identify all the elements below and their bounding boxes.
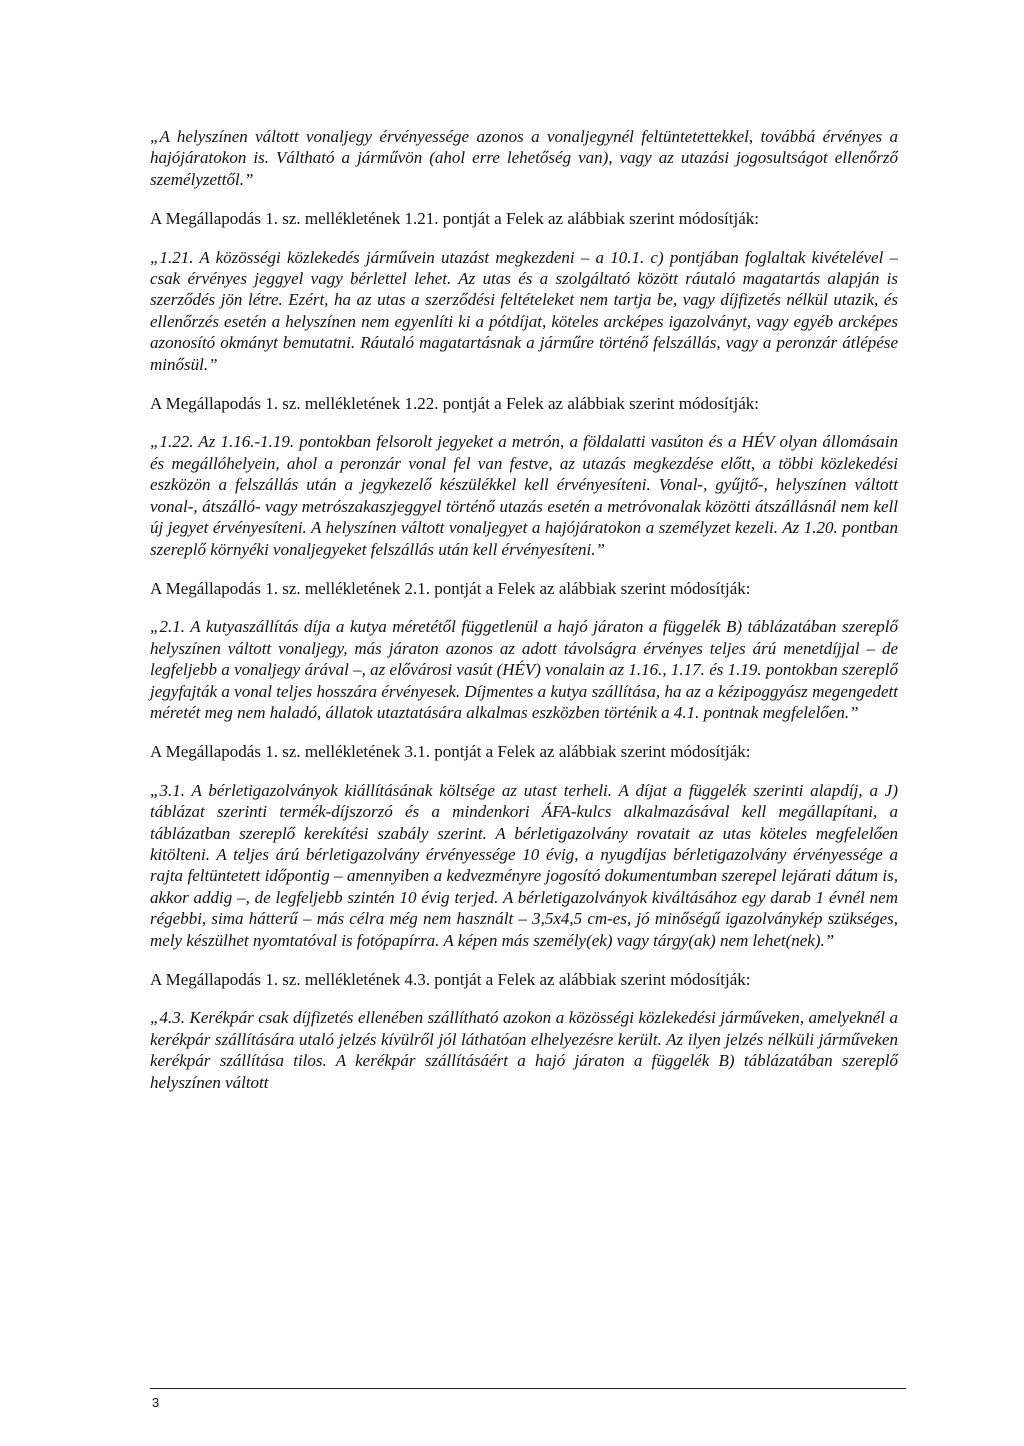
amendment-statement: A Megállapodás 1. sz. mellékletének 4.3. pontját a Felek az alábbiak szerint módosítják: xyxy=(150,970,751,989)
quoted-text-block: „1.22. Az 1.16.-1.19. pontokban felsorolt jegyeket a metrón, a földalatti vasúton és a HÉV olyan állomásain és megállóhelyein, ahol a peronzár vonal fel van festve, az utazás megkezdése előtt, a többi közlekedési eszközön a felszállás után a jegykezelő készülékkel kell érvényesíteni. Vonal-, gyűjtő-, helyszínen váltott vonal-, átszálló- vagy metrószakaszjeggyel történő utazás esetén a metróvonalak közötti átszállásnál nem kell új jegyet érvényesíteni. A helyszínen váltott vonaljegyet a hajójáratokon a személyzet kezeli. Az 1.20. pontban szereplő környéki vonaljegyeket felszállás után kell érvényesíteni.” xyxy=(150,432,898,559)
quoted-text-block: „1.21. A közösségi közlekedés járművein utazást megkezdeni – a 10.1. c) pontjában foglaltak kivételével – csak érvényes jeggyel vagy bérlettel lehet. Az utas és a szolgáltató között ráutaló magatartás alapján is szerződés jön létre. Ezért, ha az utas a szerződési feltételeket nem tartja be, vagy díjfizetés nélkül utazik, és ellenőrzés esetén a helyszínen nem egyenlíti ki a pótdíjat, köteles arcképes igazolványt, vagy egyéb arcképes azonosító okmányt bemutatni. Ráutaló magatartásnak a járműre történő felszállás, vagy a peronzár átlépése minősül.” xyxy=(150,247,898,374)
page-number: 3 xyxy=(152,1395,160,1410)
footer-divider xyxy=(150,1388,906,1389)
page-body xyxy=(150,126,898,1093)
amendment-statement: A Megállapodás 1. sz. mellékletének 1.22. pontját a Felek az alábbiak szerint módosítják: xyxy=(150,394,759,414)
amendment-statement: A Megállapodás 1. sz. mellékletének 2.1. pontját a Felek az alábbiak szerint módosítják: xyxy=(150,578,751,598)
quoted-text-block: „3.1. A bérletigazolványok kiállításának költsége az utast terheli. A díjat a függelék szerinti alapdíj, a J) táblázat szerinti termék-díjszorzó és a mindenkori ÁFA-kulcs alkalmazásával kell megállapítani, a táblázatban szereplő kerekítési szabály szerint. A bérletigazolvány rovatait az utas köteles megfelelően kitölteni. A teljes árú bérletigazolvány érvényessége 10 évig, a nyugdíjas bérletigazolvány érvényessége a rajta feltüntetett időpontig – amennyiben a kedvezményre jogosító dokumentumban szerepel lejárati dátum is, akkor addig –, de legfeljebb szintén 10 évig terjed. A bérletigazolványok kiváltásához egy darab 1 évnél nem régebbi, sima hátterű – más célra még nem használt – 3,5x4,5 cm-es, jó minőségű igazolványkép szükséges, mely készülhet nyomtatóval is fotópapírra. A képen más személy(ek) vagy tárgy(ak) nem lehet(nek).” xyxy=(150,780,898,950)
amendment-statement: A Megállapodás 1. sz. mellékletének 1.21. pontját a Felek az alábbiak szerint módosítják: xyxy=(150,209,759,229)
quoted-text-block: „A helyszínen váltott vonaljegy érvényessége azonos a vonaljegynél feltüntetettekkel, továbbá érvényes a hajójáratokon is. Váltható a járművön (ahol erre lehetőség van), vagy az utazási jogosultságot ellenőrző személyzettől.” xyxy=(150,127,898,189)
quoted-text-block: „2.1. A kutyaszállítás díja a kutya méretétől függetlenül a hajó járaton a függelék B) táblázatában szereplő helyszínen váltott vonaljegy, más járaton azonos az adott távolságra érvényes teljes árú menetdíjjal – de legfeljebb a vonaljegy árával –, az elővárosi vasút (HÉV) vonalain az 1.16., 1.17. és 1.19. pontokban szereplő jegyfajták a vonal teljes hosszára érvényesek. Díjmentes a kutya szállítása, ha az a kézipoggyász megengedett méretét meg nem haladó, állatok utaztatására alkalmas eszközben történik a 4.1. pontnak megfelelően.” xyxy=(150,617,898,722)
amendment-statement: A Megállapodás 1. sz. mellékletének 3.1. pontját a Felek az alábbiak szerint módosítják: xyxy=(150,742,751,762)
quoted-text-block: „4.3. Kerékpár csak díjfizetés ellenében szállítható azokon a közösségi közlekedési járműveken, amelyeknél a kerékpár szállítására utaló jelzés kívülről jól láthatóan elhelyezésre került. Az ilyen jelzés nélküli járműveken kerékpár szállítása tilos. A kerékpár szállításáért a hajó járaton a függelék B) táblázatában szereplő helyszínen váltott xyxy=(150,1008,898,1092)
